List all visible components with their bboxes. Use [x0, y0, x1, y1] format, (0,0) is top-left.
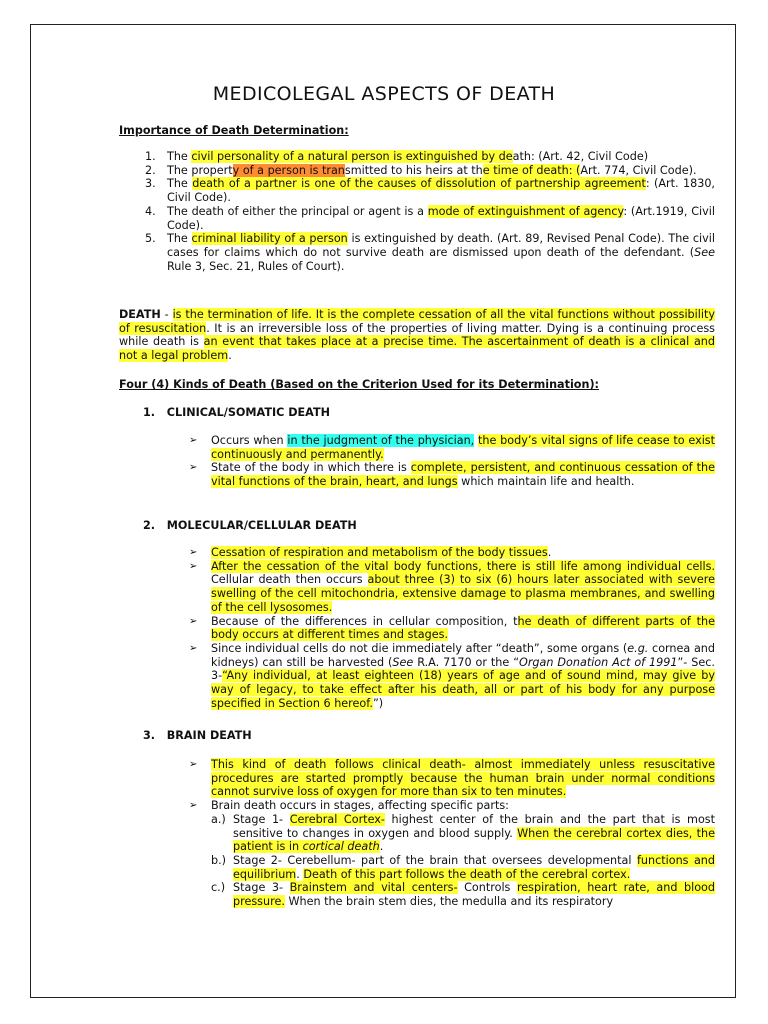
list-item — [119, 461, 715, 488]
arrow-bullet-icon: ➢ — [189, 435, 198, 446]
text-run: DEATH — [119, 308, 161, 321]
list-item: 1. The civil personality of a natural person is extinguished by death: (Art. 42, Civil Code) — [145, 150, 649, 163]
list-item — [119, 546, 715, 560]
section-heading-molecular: 2. MOLECULAR/CELLULAR DEATH — [143, 519, 357, 532]
text-run: . — [547, 546, 552, 559]
text-run: Stage 2- Cerebellum- part of the brain that oversees developmental — [233, 853, 637, 867]
text-run: . — [296, 867, 304, 881]
arrow-bullet-icon: ➢ — [189, 615, 198, 627]
list-item — [119, 758, 715, 799]
text-run: The — [167, 150, 192, 163]
text-run: Rule 3, Sec. 21, Rules of Court). — [167, 259, 345, 273]
text-run: about three (3) to six (6) hours later associated with severe swelling of the cell mitochondria, extensive damage to plasma membranes, and swelling of the cell lysosomes. — [211, 573, 715, 614]
text-run: . It is an irreversible loss of the properties of living matter. Dying is a continuing process while death is — [119, 321, 715, 349]
text-run: R.A. 7170 or the “ — [413, 655, 520, 669]
kinds-heading: Four (4) Kinds of Death (Based on the Criterion Used for its Determination): — [119, 378, 600, 391]
text-run: Death of this part follows the death of the cerebral cortex. — [303, 867, 631, 881]
list-item — [119, 799, 715, 813]
text-run: The propert — [167, 163, 233, 177]
molecular-bullets — [119, 546, 715, 710]
text-run: cornea and kidneys) can still be harvested ( — [211, 641, 715, 669]
list-item: 3. The death of a partner is one of the causes of dissolution of partnership agreement: (Art. 1830, Civil Code). — [145, 177, 715, 205]
arrow-bullet-icon: ➢ — [189, 642, 198, 654]
arrow-bullet-icon: ➢ — [189, 800, 198, 812]
clinical-bullets — [119, 434, 715, 489]
text-run: “Any individual, at least eighteen (18) years of age and of sound mind, may give by way of legacy, to take effect after his death, all or part of his body for any purpose specified in Section 6 hereof. — [211, 669, 715, 710]
text-run: criminal liability of a person — [191, 232, 348, 246]
text-run: Art. 774, Civil Code). — [580, 163, 697, 177]
text-run: This kind of death follows clinical death- almost immediately unless resuscitative procedures are started promptly because the human brain under normal conditions cannot survive loss of oxygen for more than six to ten minutes. — [211, 758, 715, 799]
section-heading-clinical: 1. CLINICAL/SOMATIC DEATH — [143, 406, 330, 419]
brain-bullets — [119, 758, 715, 909]
text-run: which maintain life and health. — [457, 475, 635, 489]
text-run: Controls — [457, 881, 517, 895]
arrow-bullet-icon: ➢ — [189, 560, 198, 572]
text-run: is extinguished by death. (Art. 89, Revised Penal Code). The civil cases for claims which do not survive death are dismissed upon death of the defendant. ( — [167, 232, 715, 259]
stage-item: c.) Stage 3- Brainstem and vital centers- Controls respiration, heart rate, and blood pressure. When the brain stem dies, the medulla and its respiratory — [211, 881, 715, 909]
text-run: The death of either the principal or agent is a — [167, 204, 428, 218]
text-run: ath: (Art. 42, Civil Code) — [512, 150, 649, 163]
text-run: . — [379, 840, 384, 854]
text-run: The — [167, 232, 192, 246]
list-item — [119, 560, 715, 615]
text-run: Cellular death then occurs — [211, 573, 368, 587]
importance-list — [119, 150, 715, 273]
text-run: ”) — [372, 696, 384, 710]
text-run: smitted to his heirs at th — [344, 163, 483, 177]
list-item — [119, 434, 715, 461]
text-run: See — [694, 245, 715, 259]
text-run: When the cerebral cortex dies, the patient is in — [233, 826, 715, 854]
text-run: Stage 3- — [233, 881, 290, 895]
list-item — [119, 642, 715, 711]
stage-item: b.) Stage 2- Cerebellum- part of the brain that oversees developmental functions and equilibrium. Death of this part follows the death of the cerebral cortex. — [211, 853, 715, 881]
text-run: Brain death occurs in stages, affecting specific parts: — [211, 799, 509, 813]
text-run: Since individual cells do not die immediately after “death”, some organs ( — [211, 641, 628, 655]
text-run: Brainstem and vital centers- — [289, 881, 458, 895]
page-title: MEDICOLEGAL ASPECTS OF DEATH — [212, 83, 556, 105]
death-definition — [119, 308, 715, 363]
text-run: Organ Donation Act of 1991 — [519, 655, 678, 669]
text-run: Cessation of respiration and metabolism of the body tissues — [211, 546, 548, 559]
arrow-bullet-icon: ➢ — [189, 462, 198, 474]
text-run: Occurs when — [211, 434, 288, 447]
text-run: death of a partner is one of the causes of dissolution of partnership agreement — [192, 177, 646, 191]
text-run: in the judgment of the physician, — [287, 434, 475, 447]
list-item — [119, 615, 715, 642]
text-run: is the termination of life. It is the complete cessation of all the vital functions without possibility of resuscitation — [119, 308, 715, 335]
text-run: an event that takes place at a precise time. The ascertainment of death is a clinical and not a legal problem — [119, 335, 715, 363]
list-item: 2. The property of a person is transmitted to his heirs at the time of death: (Art. 774, Civil Code). — [145, 163, 697, 177]
list-item: 5. The criminal liability of a person is extinguished by death. (Art. 89, Revised Penal Code). The civil cases for claims which do not survive death are dismissed upon death of the defendant. (See Rule 3, Sec. 21, Rules of Court). — [145, 232, 715, 273]
importance-heading: Importance of Death Determination: — [119, 124, 349, 137]
document-page — [30, 24, 736, 998]
stage-item: a.) Stage 1- Cerebral Cortex- highest center of the brain and the part that is most sensitive to changes in oxygen and blood supply. When the cerebral cortex dies, the patient is in cortical death. — [211, 812, 715, 854]
text-run: The — [167, 177, 193, 191]
text-run: Stage 1- — [233, 812, 290, 826]
text-run: e.g. — [627, 641, 649, 655]
text-run: Cerebral Cortex- — [289, 812, 385, 826]
text-run: mode of extinguishment of agency — [427, 204, 624, 218]
text-run: respiration, heart rate, and blood pressure. — [233, 881, 715, 909]
text-run: the body’s vital signs of life cease to exist continuously and permanently. — [211, 434, 716, 461]
text-run: e time of death: ( — [482, 163, 581, 177]
text-run: State of the body in which there is — [211, 461, 411, 475]
text-run: complete, persistent, and continuous cessation of the vital functions of the brain, heart, and lungs — [211, 461, 715, 489]
text-run: he death of different parts of the body occurs at different times and stages. — [211, 614, 715, 642]
text-run: : (Art. 1830, Civil Code). — [167, 177, 715, 205]
text-run: Because of the differences in cellular composition, t — [211, 614, 518, 628]
text-run: : (Art.1919, Civil Code). — [167, 204, 715, 232]
section-heading-brain: 3. BRAIN DEATH — [143, 729, 252, 742]
text-run: - — [160, 308, 173, 321]
text-run: functions and equilibrium — [233, 853, 715, 881]
text-run: ”- Sec. 3- — [211, 655, 715, 683]
text-run: . — [228, 349, 232, 363]
text-run: When the brain stem dies, the medulla and its respiratory — [284, 895, 614, 909]
list-item: 4. The death of either the principal or agent is a mode of extinguishment of agency: (Art.1919, Civil Code). — [145, 204, 715, 232]
text-run: After the cessation of the vital body functions, there is still life among individual cells. — [211, 559, 715, 573]
arrow-bullet-icon: ➢ — [189, 759, 198, 770]
text-run: civil personality of a natural person is extinguished by de — [191, 150, 513, 163]
arrow-bullet-icon: ➢ — [189, 547, 198, 558]
text-run: See — [392, 655, 414, 669]
text-run: y of a person is tran — [232, 163, 345, 177]
text-run: highest center of the brain and the part that is most sensitive to changes in oxygen and blood supply. — [233, 812, 715, 840]
text-run: cortical death — [302, 840, 380, 854]
